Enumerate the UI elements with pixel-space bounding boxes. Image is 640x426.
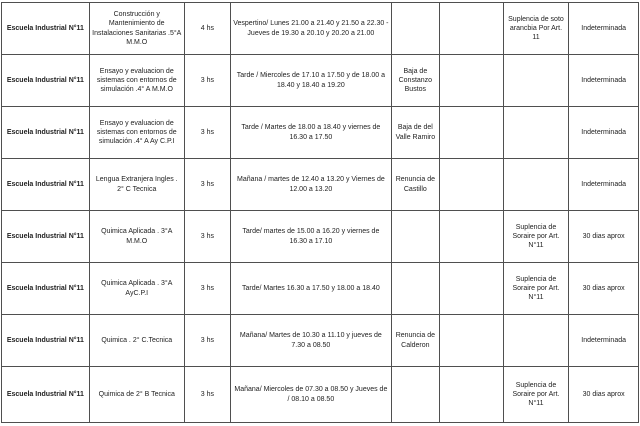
- duration-cell: Indeterminada: [569, 107, 639, 159]
- table-row: [2, 3, 639, 55]
- schedule-cell: Mañana/ Martes de 10.30 a 11.10 y jueves de 7.30 a 08.50: [231, 315, 392, 367]
- duration-cell: 30 dias aprox: [569, 211, 639, 263]
- appointment-cell: Suplencia de Soraire por Art. N°11: [503, 263, 569, 315]
- schedule-cell: Mañana / martes de 12.40 a 13.20 y Viernes de 12.00 a 13.20: [231, 159, 392, 211]
- appointment-cell: Suplencia de soto arancbia Por Art. 11: [503, 3, 569, 55]
- school-cell: Escuela Industrial N°11: [2, 55, 90, 107]
- schedule-cell: Tarde / Miercoles de 17.10 a 17.50 y de 18.00 a 18.40 y 18.40 a 19.20: [231, 55, 392, 107]
- schedule-cell: Mañana/ Miercoles de 07.30 a 08.50 y Jueves de / 08.10 a 08.50: [231, 367, 392, 423]
- vacancy-cell: [391, 3, 439, 55]
- hours-cell: 4 hs: [184, 3, 230, 55]
- hours-cell: 3 hs: [184, 367, 230, 423]
- table-row: [2, 315, 639, 367]
- spare-cell: [440, 367, 504, 423]
- school-cell: Escuela Industrial N°11: [2, 211, 90, 263]
- duration-cell: Indeterminada: [569, 3, 639, 55]
- hours-cell: 3 hs: [184, 159, 230, 211]
- schedule-cell: Vespertino/ Lunes 21.00 a 21.40 y 21.50 a 22.30 -Jueves de 19.30 a 20.10 y 20.20 a 21.00: [231, 3, 392, 55]
- appointment-cell: [503, 107, 569, 159]
- vacancy-cell: [391, 211, 439, 263]
- schedule-cell: Tarde/ martes de 15.00 a 16.20 y viernes de 16.30 a 17.10: [231, 211, 392, 263]
- vacancy-cell: Renuncia de Castillo: [391, 159, 439, 211]
- duration-cell: Indeterminada: [569, 159, 639, 211]
- appointment-cell: Suplencia de Soraire por Art. N°11: [503, 211, 569, 263]
- hours-cell: 3 hs: [184, 211, 230, 263]
- duration-cell: Indeterminada: [569, 55, 639, 107]
- table-row: [2, 263, 639, 315]
- schedule-cell: Tarde / Martes de 18.00 a 18.40 y viernes de 16.30 a 17.50: [231, 107, 392, 159]
- subject-cell: Quimica . 2° C.Tecnica: [89, 315, 184, 367]
- spare-cell: [440, 211, 504, 263]
- vacancy-cell: Baja de del Valle Ramiro: [391, 107, 439, 159]
- school-cell: Escuela Industrial N°11: [2, 107, 90, 159]
- school-cell: Escuela Industrial N°11: [2, 367, 90, 423]
- table-row: [2, 55, 639, 107]
- vacancy-cell: [391, 263, 439, 315]
- subject-cell: Quimica Aplicada . 3°A AyC.P.I: [89, 263, 184, 315]
- appointment-cell: [503, 159, 569, 211]
- subject-cell: Ensayo y evaluacion de sistemas con entornos de simulación .4° A M.M.O: [89, 55, 184, 107]
- vacancy-cell: Renuncia de Calderon: [391, 315, 439, 367]
- duration-cell: 30 dias aprox: [569, 367, 639, 423]
- spare-cell: [440, 107, 504, 159]
- subject-cell: Construcción y Mantenimiento de Instalaciones Sanitarias .5°A M.M.O: [89, 3, 184, 55]
- hours-cell: 3 hs: [184, 55, 230, 107]
- school-cell: Escuela Industrial N°11: [2, 3, 90, 55]
- table-row: [2, 367, 639, 423]
- hours-cell: 3 hs: [184, 107, 230, 159]
- hours-cell: 3 hs: [184, 263, 230, 315]
- schedule-cell: Tarde/ Martes 16.30 a 17.50 y 18.00 a 18.40: [231, 263, 392, 315]
- school-cell: Escuela Industrial N°11: [2, 159, 90, 211]
- duration-cell: Indeterminada: [569, 315, 639, 367]
- spare-cell: [440, 3, 504, 55]
- table-row: [2, 211, 639, 263]
- table-row: [2, 159, 639, 211]
- duration-cell: 30 dias aprox: [569, 263, 639, 315]
- appointment-cell: [503, 315, 569, 367]
- appointment-cell: Suplencia de Soraire por Art. N°11: [503, 367, 569, 423]
- table-row: [2, 107, 639, 159]
- spare-cell: [440, 315, 504, 367]
- vacancies-table: [1, 2, 639, 423]
- vacancy-cell: Baja de Constanzo Bustos: [391, 55, 439, 107]
- hours-cell: 3 hs: [184, 315, 230, 367]
- school-cell: Escuela Industrial N°11: [2, 263, 90, 315]
- subject-cell: Lengua Extranjera Ingles . 2° C Tecnica: [89, 159, 184, 211]
- spare-cell: [440, 159, 504, 211]
- spare-cell: [440, 55, 504, 107]
- subject-cell: Ensayo y evaluacion de sistemas con entornos de simulación .4° A Ay C.P.I: [89, 107, 184, 159]
- appointment-cell: [503, 55, 569, 107]
- subject-cell: Quimica de 2° B Tecnica: [89, 367, 184, 423]
- subject-cell: Quimica Aplicada . 3°A M.M.O: [89, 211, 184, 263]
- school-cell: Escuela Industrial N°11: [2, 315, 90, 367]
- vacancy-cell: [391, 367, 439, 423]
- spare-cell: [440, 263, 504, 315]
